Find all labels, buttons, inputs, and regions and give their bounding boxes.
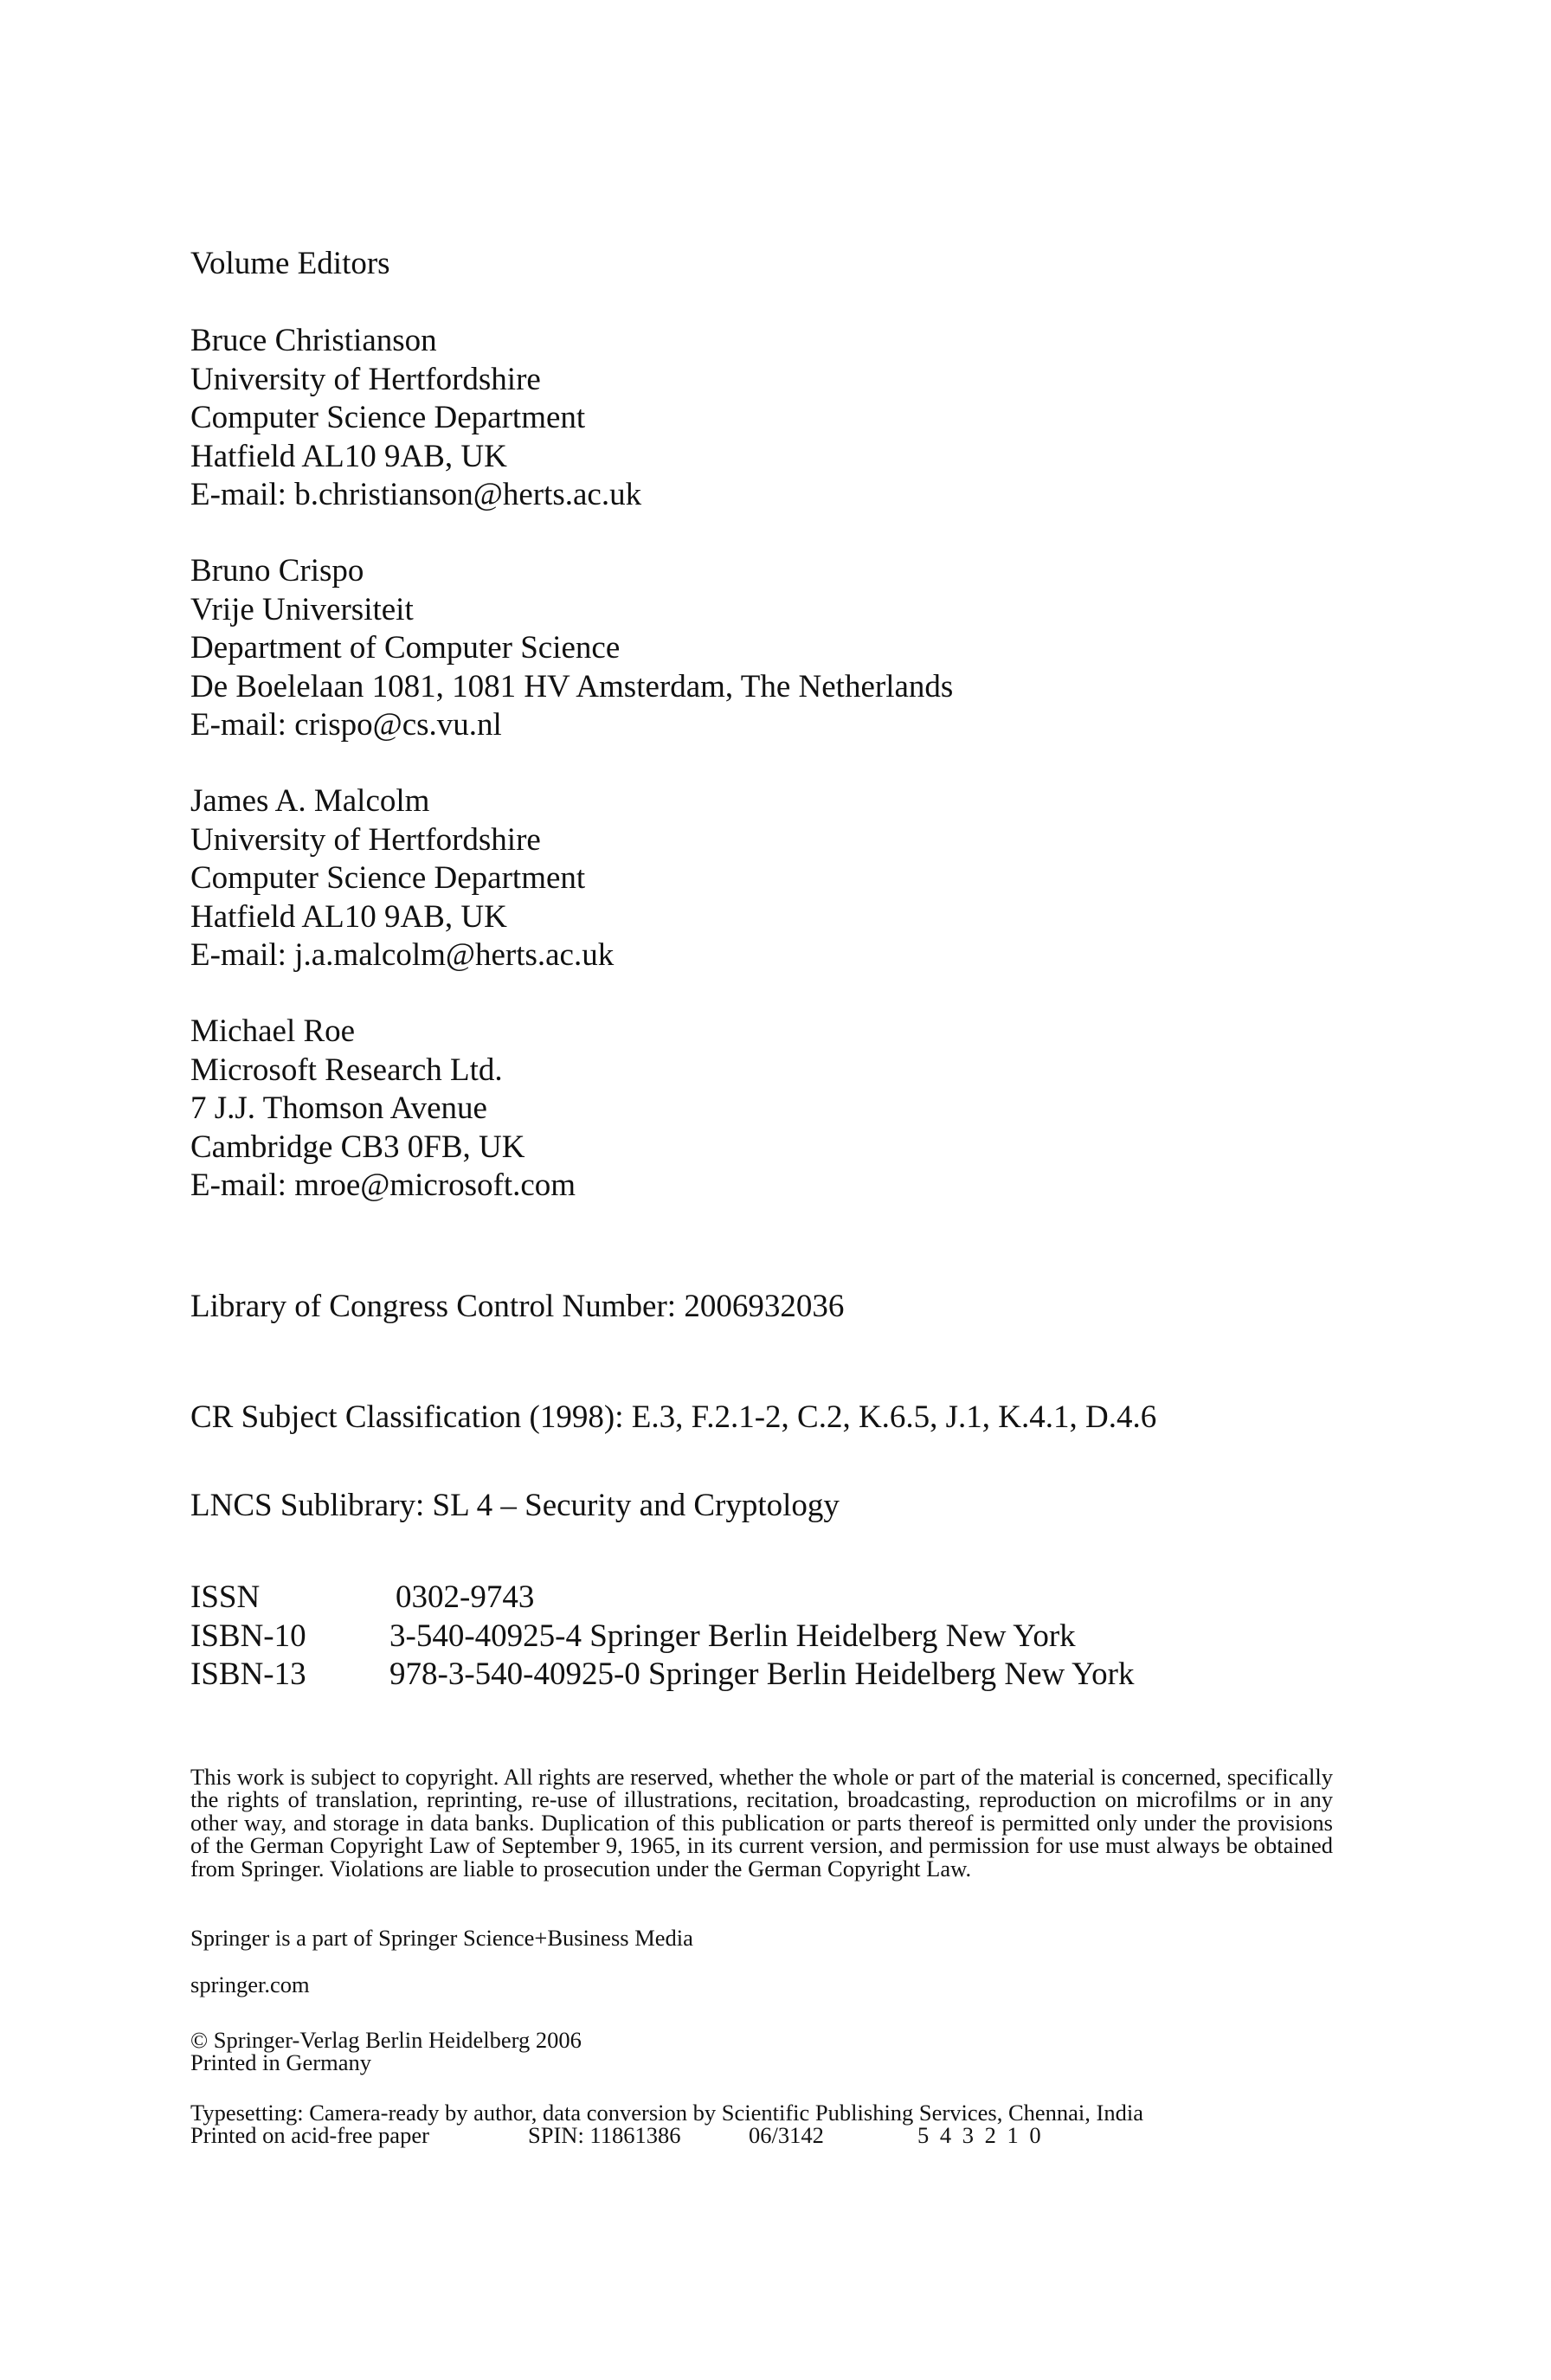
editor-name: James A. Malcolm [190, 783, 430, 819]
springer-url: springer.com [190, 1972, 310, 1997]
production-block [190, 2101, 1143, 2147]
editor-address: Cambridge CB3 0FB, UK [190, 1129, 525, 1165]
cr-subject-classification: CR Subject Classification (1998): E.3, F.2.1-2, C.2, K.6.5, J.1, K.4.1, D.4.6 [190, 1399, 1157, 1435]
editor-affiliation: Vrije Universiteit [190, 591, 414, 627]
isbn10-row [190, 1618, 1134, 1656]
editor-affiliation: University of Hertfordshire [190, 821, 541, 858]
springer-part-line: Springer is a part of Springer Science+Business Media [190, 1925, 693, 1951]
isbn10-label: ISBN-10 [190, 1618, 306, 1654]
issn-label: ISSN [190, 1579, 261, 1615]
isbn10-value: 3-540-40925-4 Springer Berlin Heidelberg New York [389, 1618, 1076, 1654]
isbn13-row [190, 1656, 1134, 1695]
loc-control-number: Library of Congress Control Number: 2006932036 [190, 1289, 845, 1324]
printing-info-row [190, 2122, 1143, 2149]
editor-department: 7 J.J. Thomson Avenue [190, 1090, 487, 1126]
editor-department: Computer Science Department [190, 860, 586, 896]
editor-affiliation: Microsoft Research Ltd. [190, 1052, 503, 1088]
typesetting-line: Typesetting: Camera-ready by author, data conversion by Scientific Publishing Services, Chennai, India [190, 2100, 1143, 2126]
acid-free-paper: Printed on acid-free paper [190, 2122, 429, 2149]
editor-email: E-mail: crispo@cs.vu.nl [190, 707, 502, 743]
editor-address: Hatfield AL10 9AB, UK [190, 438, 507, 474]
issn-value: 0302-9743 [396, 1579, 535, 1615]
editor-department: Department of Computer Science [190, 630, 621, 666]
editor-address: Hatfield AL10 9AB, UK [190, 898, 507, 935]
copyright-line: © Springer-Verlag Berlin Heidelberg 2006 [190, 2027, 582, 2053]
editor-affiliation: University of Hertfordshire [190, 361, 541, 397]
print-run-digits: 5 4 3 2 1 0 [917, 2122, 1044, 2149]
isbn13-label: ISBN-13 [190, 1656, 306, 1692]
printed-in-line: Printed in Germany [190, 2049, 372, 2076]
editor-block [190, 782, 614, 975]
lncs-sublibrary: LNCS Sublibrary: SL 4 – Security and Cryptology [190, 1488, 840, 1523]
editor-block [190, 1013, 576, 1206]
identifier-table [190, 1579, 1134, 1695]
copyright-notice: This work is subject to copyright. All rights are reserved, whether the whole or part of the material is concerned, specifically the rights of translation, reprinting, re-use of illustrations, recitation, broadcasting, reproduction on microfilms or in any other way, and storage in data banks. Duplication of this publication or parts thereof is permitted only under the provisions of the German Copyright Law of September 9, 1965, in its current version, and permission for use must always be obtained from Springer. Violations are liable to prosecution under the German Copyright Law. [190, 1764, 1333, 1881]
issn-row [190, 1579, 1134, 1618]
volume-editors-heading: Volume Editors [190, 246, 390, 281]
spin-number: SPIN: 11861386 [528, 2122, 681, 2149]
editor-name: Bruce Christianson [190, 323, 437, 358]
editor-department: Computer Science Department [190, 400, 586, 435]
print-code: 06/3142 [749, 2122, 824, 2149]
editor-block [190, 322, 641, 515]
editor-email: E-mail: j.a.malcolm@herts.ac.uk [190, 937, 615, 973]
editor-address: De Boelelaan 1081, 1081 HV Amsterdam, The Netherlands [190, 668, 954, 704]
editor-block [190, 552, 953, 745]
copyright-block [190, 2029, 582, 2074]
editor-name: Bruno Crispo [190, 553, 364, 589]
editor-name: Michael Roe [190, 1013, 356, 1049]
isbn13-value: 978-3-540-40925-0 Springer Berlin Heidelberg New York [389, 1656, 1135, 1692]
editor-email: E-mail: b.christianson@herts.ac.uk [190, 477, 642, 512]
editor-email: E-mail: mroe@microsoft.com [190, 1167, 576, 1203]
